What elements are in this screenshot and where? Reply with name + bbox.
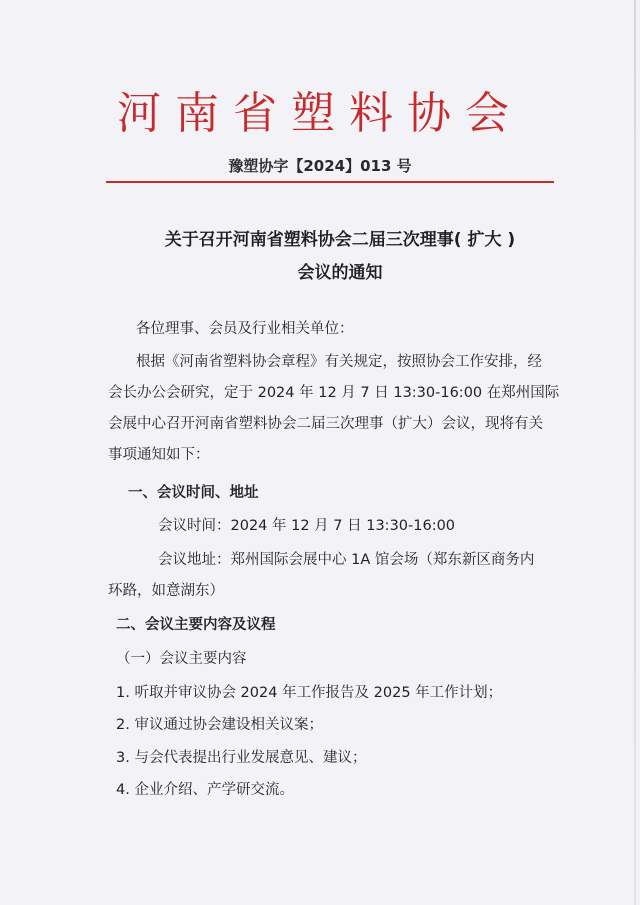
agenda-item-3: 3. 与会代表提出行业发展意见、建议； [116, 750, 367, 766]
meeting-address-line-2: 环路，如意湖东） [108, 583, 224, 599]
meeting-time: 会议时间：2024 年 12 月 7 日 13:30-16:00 [158, 518, 456, 534]
scan-edge-shadow [634, 0, 636, 905]
section-2-subheading: （一）会议主要内容 [116, 651, 247, 667]
notice-title-line-1: 关于召开河南省塑料协会二届三次理事( 扩大 ) [164, 230, 516, 250]
agenda-item-1: 1. 听取并审议协会 2024 年工作报告及 2025 年工作计划； [116, 685, 503, 701]
salutation: 各位理事、会员及行业相关单位： [136, 321, 354, 337]
intro-line-4: 事项通知如下： [108, 447, 210, 463]
document-number: 豫塑协字【2024】013 号 [228, 157, 412, 175]
section-2-heading: 二、会议主要内容及议程 [116, 617, 276, 633]
meeting-address-line-1: 会议地址：郑州国际会展中心 1A 馆会场（郑东新区商务内 [158, 552, 535, 568]
notice-title-line-2: 会议的通知 [297, 263, 383, 283]
agenda-item-4: 4. 企业介绍、产学研交流。 [116, 782, 294, 798]
red-header-rule [106, 181, 554, 183]
notice-title [120, 224, 560, 290]
intro-line-1: 根据《河南省塑料协会章程》有关规定，按照协会工作安排，经 [136, 354, 542, 370]
section-1-heading: 一、会议时间、地址 [128, 485, 259, 501]
intro-line-2: 会长办公会研究，定于 2024 年 12 月 7 日 13:30-16:00 在郑州国际 [108, 385, 560, 401]
organization-name: 河南省塑料协会 [117, 88, 523, 139]
agenda-item-2: 2. 审议通过协会建设相关议案； [116, 717, 323, 733]
intro-line-3: 会展中心召开河南省塑料协会二届三次理事（扩大）会议，现将有关 [108, 416, 543, 432]
